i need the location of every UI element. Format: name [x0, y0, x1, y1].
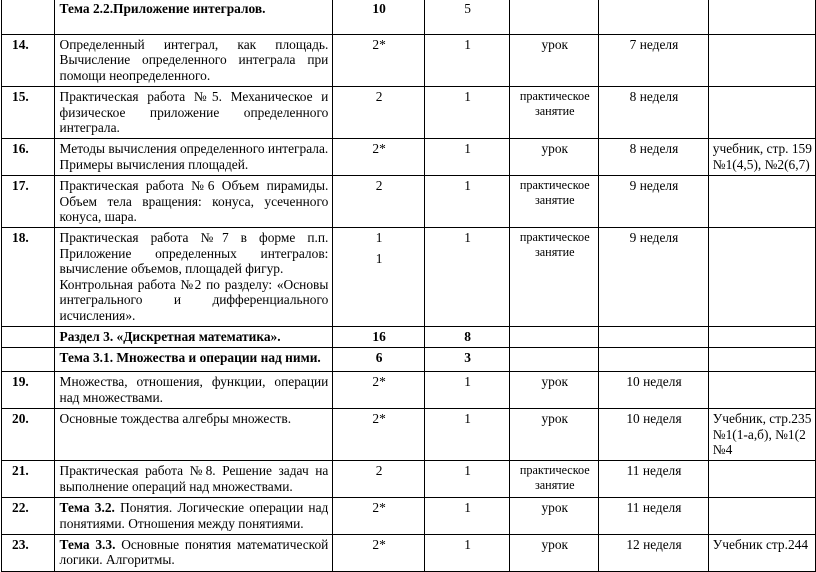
- hours-cell: 1 1: [333, 228, 425, 326]
- type-cell: [510, 348, 599, 372]
- topic-cell: [54, 0, 333, 35]
- type-cell: урок: [510, 409, 599, 461]
- week-cell: 9 неделя: [599, 176, 709, 228]
- lessons-cell: 1: [424, 176, 510, 228]
- type-cell: практическое занятие: [510, 228, 599, 326]
- topic-cell: Тема 3.3. Основные понятия математической логики. Алгоритмы.: [54, 534, 333, 571]
- hours-cell: 2*: [333, 139, 425, 176]
- note-cell: [708, 35, 815, 87]
- topic-cell: [54, 326, 333, 347]
- lessons-cell: 1: [424, 461, 510, 498]
- lessons-cell: 3: [424, 348, 510, 372]
- row-number: 21.: [2, 461, 55, 498]
- week-cell: [599, 326, 709, 347]
- table-row: [2, 498, 816, 535]
- note-cell: [708, 0, 815, 35]
- topic-title: Тема 2.2.Приложение интегралов.: [59, 1, 266, 16]
- lessons-cell: 1: [424, 372, 510, 409]
- lessons-cell: 1: [424, 139, 510, 176]
- table-row: [2, 326, 816, 347]
- hours-cell: 16: [333, 326, 425, 347]
- table-row: [2, 228, 816, 326]
- table-row: [2, 534, 816, 571]
- note-cell: [708, 228, 815, 326]
- note-cell: Учебник, стр.235 №1(1-а,б), №1(2 №4: [708, 409, 815, 461]
- type-cell: урок: [510, 139, 599, 176]
- topic-cell: Практическая работа №7 в форме п.п. Приложение определенных интегралов: вычисление объемов, площадей фигур. Контрольная работа №2 по разделу: «Основы интегрального и дифференциального исчисления».: [54, 228, 333, 326]
- topic-title: Тема 3.2.: [59, 500, 115, 516]
- hours-cell: 2*: [333, 498, 425, 535]
- topic-cell: Основные тождества алгебры множеств.: [54, 409, 333, 461]
- lessons-cell: 5: [424, 0, 510, 35]
- table-row: [2, 348, 816, 372]
- hours-cell: 2: [333, 176, 425, 228]
- type-cell: урок: [510, 534, 599, 571]
- topic-cell: Методы вычисления определенного интеграла. Примеры вычисления площадей.: [54, 139, 333, 176]
- lessons-cell: 1: [424, 87, 510, 139]
- lessons-cell: 1: [424, 409, 510, 461]
- row-number: 23.: [2, 534, 55, 571]
- note-cell: Учебник стр.244: [708, 534, 815, 571]
- hours-cell: 2*: [333, 35, 425, 87]
- note-cell: учебник, стр. 159 №1(4,5), №2(6,7): [708, 139, 815, 176]
- week-cell: 12 неделя: [599, 534, 709, 571]
- week-cell: [599, 348, 709, 372]
- topic-cell: Практическая работа №8. Решение задач на выполнение операций над множествами.: [54, 461, 333, 498]
- lessons-cell: 8: [424, 326, 510, 347]
- note-cell: [708, 348, 815, 372]
- type-cell: практическое занятие: [510, 461, 599, 498]
- hours-cell: 2*: [333, 409, 425, 461]
- row-number: 14.: [2, 35, 55, 87]
- topic-cell: Определенный интеграл, как площадь. Вычисление определенного интеграла при помощи неопределенного.: [54, 35, 333, 87]
- row-number: [2, 326, 55, 347]
- type-cell: [510, 326, 599, 347]
- topic-cell: [54, 348, 333, 372]
- row-number: 17.: [2, 176, 55, 228]
- type-cell: практическое занятие: [510, 87, 599, 139]
- table-row: [2, 409, 816, 461]
- week-cell: 10 неделя: [599, 372, 709, 409]
- week-cell: [599, 0, 709, 35]
- note-cell: [708, 326, 815, 347]
- row-number: 22.: [2, 498, 55, 535]
- type-cell: практическое занятие: [510, 176, 599, 228]
- table-row: [2, 372, 816, 409]
- row-number: [2, 0, 55, 35]
- row-number: 15.: [2, 87, 55, 139]
- week-cell: 10 неделя: [599, 409, 709, 461]
- topic-cell: Практическая работа №5. Механическое и физическое приложение определенного интеграла.: [54, 87, 333, 139]
- table-row: [2, 87, 816, 139]
- topic-cell: Множества, отношения, функции, операции над множествами.: [54, 372, 333, 409]
- table-row: [2, 35, 816, 87]
- row-number: 19.: [2, 372, 55, 409]
- topic-title: Тема 3.1. Множества и операции над ними.: [59, 350, 321, 366]
- week-cell: 11 неделя: [599, 498, 709, 535]
- week-cell: 11 неделя: [599, 461, 709, 498]
- type-cell: [510, 0, 599, 35]
- note-cell: [708, 461, 815, 498]
- note-cell: [708, 372, 815, 409]
- hours-cell: 2: [333, 461, 425, 498]
- type-cell: урок: [510, 35, 599, 87]
- hours-cell: 2*: [333, 372, 425, 409]
- row-number: 18.: [2, 228, 55, 326]
- curriculum-table: [1, 0, 816, 572]
- row-number: [2, 348, 55, 372]
- lessons-cell: 1: [424, 498, 510, 535]
- week-cell: 9 неделя: [599, 228, 709, 326]
- topic-cell: Практическая работа №6 Объем пирамиды. Объем тела вращения: конуса, усеченного конуса, шара.: [54, 176, 333, 228]
- type-cell: урок: [510, 372, 599, 409]
- table-row: [2, 461, 816, 498]
- table-row: [2, 139, 816, 176]
- row-number: 16.: [2, 139, 55, 176]
- type-cell: урок: [510, 498, 599, 535]
- hours-cell: 2: [333, 87, 425, 139]
- lessons-cell: 1: [424, 534, 510, 571]
- week-cell: 7 неделя: [599, 35, 709, 87]
- topic-title: Тема 3.3.: [59, 536, 116, 552]
- table-row: [2, 0, 816, 35]
- row-number: 20.: [2, 409, 55, 461]
- table-row: [2, 176, 816, 228]
- hours-cell: 6: [333, 348, 425, 372]
- week-cell: 8 неделя: [599, 87, 709, 139]
- week-cell: 8 неделя: [599, 139, 709, 176]
- hours-cell: 2*: [333, 534, 425, 571]
- note-cell: [708, 87, 815, 139]
- topic-cell: Тема 3.2. Понятия. Логические операции над понятиями. Отношения между понятиями.: [54, 498, 333, 535]
- note-cell: [708, 498, 815, 535]
- section-title: Раздел 3. «Дискретная математика».: [59, 328, 281, 344]
- hours-cell: 10: [333, 0, 425, 35]
- lessons-cell: 1: [424, 228, 510, 326]
- note-cell: [708, 176, 815, 228]
- lessons-cell: 1: [424, 35, 510, 87]
